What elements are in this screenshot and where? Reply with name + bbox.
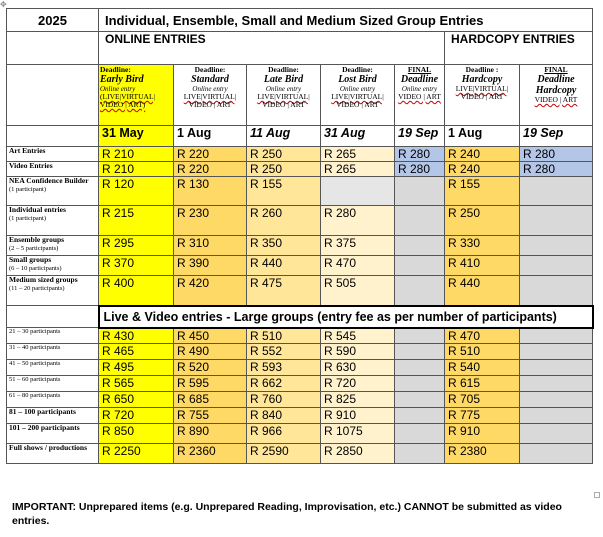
deadline-kicker: Deadline: bbox=[268, 65, 299, 74]
deadline-kicker: Deadline : bbox=[465, 65, 499, 74]
hardcopy-entries-heading: HARDCOPY ENTRIES bbox=[445, 32, 593, 65]
deadline-date: 31 Aug bbox=[321, 126, 395, 147]
row-label-text: Art Entries bbox=[9, 146, 46, 155]
table-row bbox=[7, 236, 593, 256]
deadline-entry-type: Online entry bbox=[100, 85, 136, 93]
deadline-entry-types: LIVE|VIRTUAL| bbox=[257, 92, 310, 101]
fee-cell bbox=[520, 256, 593, 276]
fee-cell: R 280 bbox=[395, 147, 445, 162]
fee-cell: R 280 bbox=[520, 147, 593, 162]
row-label-text: 101 – 200 participants bbox=[9, 423, 80, 432]
fee-cell: R 330 bbox=[445, 236, 520, 256]
fee-cell: R 2590 bbox=[247, 444, 321, 464]
row-label bbox=[7, 408, 99, 424]
fee-cell: R 155 bbox=[445, 177, 520, 206]
fee-cell: R 495 bbox=[99, 360, 174, 376]
deadline-entry-type: Online entry bbox=[401, 85, 438, 93]
fee-cell: R 120 bbox=[99, 177, 174, 206]
table-row bbox=[7, 256, 593, 276]
fees-table bbox=[6, 8, 594, 464]
fee-cell: R 615 bbox=[445, 376, 520, 392]
row-label-text: Individual entries bbox=[9, 205, 66, 214]
fee-cell: R 595 bbox=[174, 376, 247, 392]
fee-cell bbox=[520, 424, 593, 444]
row-label-text: Medium sized groups bbox=[9, 275, 78, 284]
fee-cell: R 565 bbox=[99, 376, 174, 392]
fee-cell bbox=[520, 392, 593, 408]
deadline-date: 19 Sep bbox=[520, 126, 593, 147]
fee-cell: R 265 bbox=[321, 147, 395, 162]
fee-cell bbox=[395, 276, 445, 306]
fee-cell: R 250 bbox=[445, 206, 520, 236]
deadline-date: 1 Aug bbox=[445, 126, 520, 147]
deadline-entry-types-tail: VIDEO | ART bbox=[188, 100, 232, 109]
fee-cell: R 155 bbox=[247, 177, 321, 206]
fee-cell: R 590 bbox=[321, 344, 395, 360]
deadline-entry-type: Online entry bbox=[192, 85, 228, 93]
fee-cell: R 310 bbox=[174, 236, 247, 256]
fee-cell: R 250 bbox=[247, 147, 321, 162]
deadline-name: Deadline bbox=[400, 74, 439, 85]
fee-cell bbox=[520, 328, 593, 344]
row-label bbox=[7, 236, 99, 256]
fee-cell: R 440 bbox=[445, 276, 520, 306]
deadline-name: Lost Bird bbox=[338, 74, 377, 85]
row-label-participants: (11 – 20 participants) bbox=[9, 284, 65, 292]
table-row bbox=[7, 344, 593, 360]
fee-cell: R 2380 bbox=[445, 444, 520, 464]
fee-cell bbox=[520, 444, 593, 464]
fee-cell: R 630 bbox=[321, 360, 395, 376]
fee-cell: R 510 bbox=[247, 328, 321, 344]
fee-cell: R 760 bbox=[247, 392, 321, 408]
fee-cell bbox=[520, 344, 593, 360]
row-label-text: 81 – 100 participants bbox=[9, 407, 76, 416]
fee-cell: R 1075 bbox=[321, 424, 395, 444]
online-entries-heading: ONLINE ENTRIES bbox=[99, 32, 445, 65]
table-row bbox=[7, 328, 593, 344]
row-label-text: 31 – 40 participants bbox=[9, 344, 61, 351]
table-row bbox=[7, 206, 593, 236]
fee-cell: R 825 bbox=[321, 392, 395, 408]
deadline-header bbox=[520, 65, 593, 126]
fee-cell bbox=[395, 206, 445, 236]
row-label-text: 21 – 30 participants bbox=[9, 328, 61, 335]
fee-cell: R 720 bbox=[99, 408, 174, 424]
row-label bbox=[7, 360, 99, 376]
fee-cell: R 705 bbox=[445, 392, 520, 408]
deadline-name: Late Bird bbox=[263, 74, 304, 85]
deadline-date: 19 Sep bbox=[395, 126, 445, 147]
fee-cell: R 295 bbox=[99, 236, 174, 256]
deadline-header bbox=[445, 65, 520, 126]
deadline-date: 1 Aug bbox=[174, 126, 247, 147]
fee-cell: R 510 bbox=[445, 344, 520, 360]
fee-cell: R 210 bbox=[99, 162, 174, 177]
fee-cell: R 520 bbox=[174, 360, 247, 376]
fee-cell: R 2250 bbox=[99, 444, 174, 464]
deadline-entry-types: LIVE|VIRTUAL| bbox=[183, 92, 237, 101]
deadline-date: 31 May bbox=[99, 126, 174, 147]
fee-cell: R 890 bbox=[174, 424, 247, 444]
fee-cell: R 280 bbox=[395, 162, 445, 177]
large-groups-band: Live & Video entries - Large groups (entry fee as per number of participants) bbox=[99, 306, 593, 328]
fee-cell bbox=[520, 408, 593, 424]
fee-cell: R 400 bbox=[99, 276, 174, 306]
fee-cell bbox=[395, 424, 445, 444]
fee-cell bbox=[520, 206, 593, 236]
fee-cell bbox=[395, 376, 445, 392]
fee-cell: R 552 bbox=[247, 344, 321, 360]
fee-cell: R 490 bbox=[174, 344, 247, 360]
important-note: IMPORTANT: Unprepared items (e.g. Unprepared Reading, Improvisation, etc.) CANNOT be submitted as video entries. bbox=[12, 501, 562, 527]
fee-cell: R 2850 bbox=[321, 444, 395, 464]
table-anchor-icon[interactable]: ✥ bbox=[0, 0, 7, 9]
deadline-entry-types-tail: VIDEO | ART bbox=[336, 100, 379, 109]
row-label-text: Ensemble groups bbox=[9, 235, 65, 244]
deadline-header bbox=[247, 65, 321, 126]
deadline-entry-type: Online entry bbox=[265, 85, 302, 93]
row-label-text: NEA Confidence Builder bbox=[9, 176, 89, 185]
fee-cell bbox=[395, 236, 445, 256]
fee-cell: R 420 bbox=[174, 276, 247, 306]
deadline-date: 11 Aug bbox=[247, 126, 321, 147]
row-label bbox=[7, 376, 99, 392]
fee-cell bbox=[520, 276, 593, 306]
fee-cell: R 450 bbox=[174, 328, 247, 344]
fee-cell bbox=[520, 236, 593, 256]
deadline-header bbox=[395, 65, 445, 126]
fee-cell: R 375 bbox=[321, 236, 395, 256]
blank-cell bbox=[7, 65, 99, 126]
deadline-entry-types-tail: VIDEO | ART bbox=[262, 100, 305, 109]
blank-cell bbox=[7, 32, 99, 65]
deadline-kicker: FINAL bbox=[544, 65, 568, 74]
blank-cell bbox=[7, 306, 99, 328]
deadline-entry-types: VIDEO | ART bbox=[398, 92, 441, 101]
fee-cell: R 350 bbox=[247, 236, 321, 256]
table-title: Individual, Ensemble, Small and Medium Sized Group Entries bbox=[99, 9, 593, 32]
row-label bbox=[7, 444, 99, 464]
row-label bbox=[7, 276, 99, 306]
row-label bbox=[7, 177, 99, 206]
fee-cell bbox=[395, 344, 445, 360]
table-row bbox=[7, 392, 593, 408]
row-label-text: Small groups bbox=[9, 255, 52, 264]
fee-cell: R 475 bbox=[247, 276, 321, 306]
fee-cell: R 650 bbox=[99, 392, 174, 408]
deadline-header bbox=[174, 65, 247, 126]
fee-cell bbox=[520, 376, 593, 392]
fee-cell: R 440 bbox=[247, 256, 321, 276]
fee-cell: R 593 bbox=[247, 360, 321, 376]
fee-cell: R 230 bbox=[174, 206, 247, 236]
row-label bbox=[7, 147, 99, 162]
deadline-entry-type: Online entry bbox=[339, 85, 376, 93]
resize-handle[interactable] bbox=[594, 492, 600, 498]
table-row bbox=[7, 408, 593, 424]
fee-cell: R 910 bbox=[321, 408, 395, 424]
deadline-entry-types: (LIVE|VIRTUAL| VIDEO | ART) bbox=[100, 92, 156, 109]
fee-cell bbox=[520, 177, 593, 206]
row-label-participants: (1 participant) bbox=[9, 185, 46, 193]
fee-cell: R 840 bbox=[247, 408, 321, 424]
fee-cell: R 430 bbox=[99, 328, 174, 344]
row-label-text: 41 – 50 participants bbox=[9, 360, 61, 367]
fee-cell: R 465 bbox=[99, 344, 174, 360]
table-row bbox=[7, 424, 593, 444]
fee-cell: R 410 bbox=[445, 256, 520, 276]
row-label-text: 51 – 60 participants bbox=[9, 376, 61, 383]
fee-cell: R 470 bbox=[321, 256, 395, 276]
row-label-participants: (1 participant) bbox=[9, 214, 46, 222]
deadline-header bbox=[321, 65, 395, 126]
deadline-name: Deadline Hardcopy bbox=[535, 74, 577, 96]
fee-cell: R 685 bbox=[174, 392, 247, 408]
fee-cell: R 265 bbox=[321, 162, 395, 177]
fee-cell: R 470 bbox=[445, 328, 520, 344]
fee-cell bbox=[395, 444, 445, 464]
row-label bbox=[7, 162, 99, 177]
deadline-entry-types-tail: VIDEO | ART bbox=[460, 92, 504, 101]
table-row bbox=[7, 177, 593, 206]
fee-cell: R 215 bbox=[99, 206, 174, 236]
fee-cell: R 850 bbox=[99, 424, 174, 444]
deadline-entry-types: LIVE|VIRTUAL| bbox=[331, 92, 384, 101]
row-label bbox=[7, 206, 99, 236]
fee-cell: R 260 bbox=[247, 206, 321, 236]
year-cell: 2025 bbox=[7, 9, 99, 32]
fee-cell: R 2360 bbox=[174, 444, 247, 464]
deadline-name: Early Bird bbox=[100, 74, 144, 85]
deadline-kicker: FINAL bbox=[407, 65, 432, 74]
fee-cell: R 250 bbox=[247, 162, 321, 177]
row-label bbox=[7, 328, 99, 344]
deadline-entry-types: LIVE|VIRTUAL| bbox=[455, 84, 509, 93]
fee-cell bbox=[395, 392, 445, 408]
deadline-kicker: Deadline: bbox=[342, 65, 373, 74]
deadline-header bbox=[99, 65, 174, 126]
blank-cell bbox=[7, 126, 99, 147]
fee-cell: R 910 bbox=[445, 424, 520, 444]
row-label-text: 61 – 80 participants bbox=[9, 392, 61, 399]
row-label-text: Full shows / productions bbox=[9, 443, 88, 452]
fee-cell bbox=[395, 408, 445, 424]
table-row bbox=[7, 162, 593, 177]
row-label bbox=[7, 392, 99, 408]
row-label-text: Video Entries bbox=[9, 161, 53, 170]
deadline-entry-types: VIDEO | ART bbox=[534, 95, 578, 104]
fee-cell bbox=[395, 177, 445, 206]
fee-cell: R 240 bbox=[445, 147, 520, 162]
fee-cell: R 966 bbox=[247, 424, 321, 444]
fee-cell: R 545 bbox=[321, 328, 395, 344]
fee-cell: R 370 bbox=[99, 256, 174, 276]
fee-cell bbox=[321, 177, 395, 206]
row-label-participants: (2 – 5 participants) bbox=[9, 244, 59, 252]
fee-cell: R 755 bbox=[174, 408, 247, 424]
fee-cell: R 280 bbox=[520, 162, 593, 177]
table-row bbox=[7, 276, 593, 306]
fee-cell bbox=[520, 360, 593, 376]
deadline-name: Hardcopy bbox=[461, 74, 503, 85]
deadline-kicker: Deadline: bbox=[100, 65, 131, 74]
fee-cell: R 220 bbox=[174, 162, 247, 177]
fee-cell bbox=[395, 360, 445, 376]
table-row bbox=[7, 147, 593, 162]
fee-cell bbox=[395, 328, 445, 344]
fee-cell: R 240 bbox=[445, 162, 520, 177]
row-label bbox=[7, 256, 99, 276]
row-label bbox=[7, 424, 99, 444]
fee-cell: R 720 bbox=[321, 376, 395, 392]
fee-cell: R 662 bbox=[247, 376, 321, 392]
fee-cell: R 505 bbox=[321, 276, 395, 306]
fee-cell: R 390 bbox=[174, 256, 247, 276]
fee-cell: R 775 bbox=[445, 408, 520, 424]
fee-cell bbox=[395, 256, 445, 276]
row-label-participants: (6 – 10 participants) bbox=[9, 264, 62, 272]
fee-cell: R 210 bbox=[99, 147, 174, 162]
table-row bbox=[7, 360, 593, 376]
row-label bbox=[7, 344, 99, 360]
fee-cell: R 540 bbox=[445, 360, 520, 376]
table-row bbox=[7, 376, 593, 392]
deadline-name: Standard bbox=[191, 74, 229, 85]
table-row bbox=[7, 444, 593, 464]
deadline-kicker: Deadline: bbox=[194, 65, 226, 74]
fee-cell: R 130 bbox=[174, 177, 247, 206]
fee-cell: R 220 bbox=[174, 147, 247, 162]
fee-cell: R 280 bbox=[321, 206, 395, 236]
